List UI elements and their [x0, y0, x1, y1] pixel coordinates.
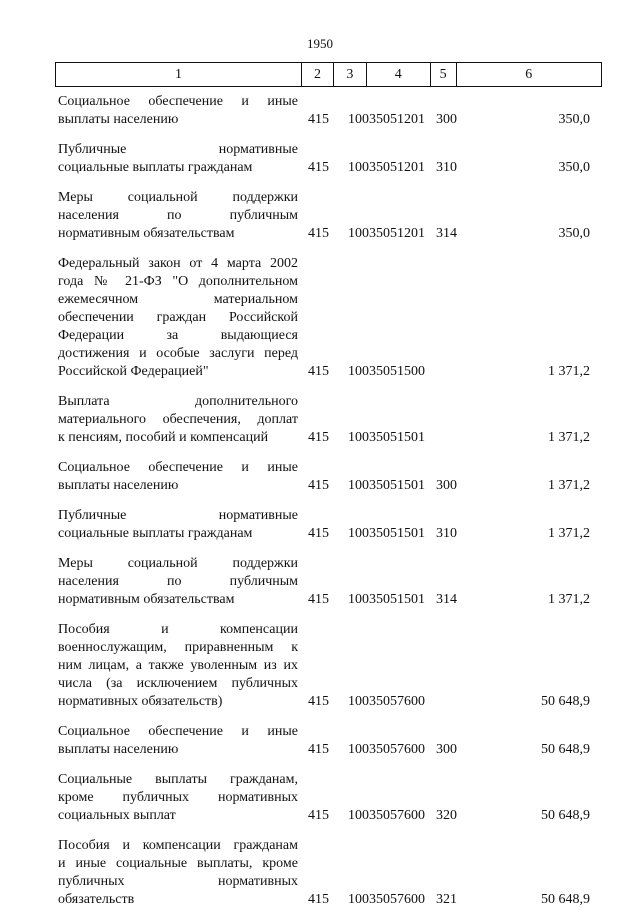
table-row — [55, 393, 602, 447]
description-line: выплаты населению — [58, 112, 179, 127]
row-description — [55, 459, 302, 495]
description-line: Социальное обеспечение и иные — [58, 460, 298, 475]
description-line: Пособия и компенсации гражданам — [58, 838, 298, 853]
budget-table — [55, 62, 602, 921]
col-3-section: 1003 — [348, 364, 376, 379]
row-description — [55, 393, 302, 447]
col-2-code: 415 — [308, 430, 329, 445]
col-3-section: 1003 — [348, 478, 376, 493]
description-line: нормативных обязательств) — [58, 694, 223, 709]
col-2-code: 415 — [308, 742, 329, 757]
table-header — [55, 62, 602, 87]
col-5-type: 300 — [436, 112, 457, 127]
row-description — [55, 555, 302, 609]
table-row — [55, 459, 602, 495]
col-3-section: 1003 — [348, 592, 376, 607]
description-line: кроме публичных нормативных — [58, 790, 298, 805]
row-description — [55, 255, 302, 381]
col-2-code: 415 — [308, 226, 329, 241]
row-description — [55, 723, 302, 759]
col-5-type: 310 — [436, 160, 457, 175]
col-2-code: 415 — [308, 526, 329, 541]
col-6-amount: 1 371,2 — [548, 526, 590, 541]
col-6-amount: 1 371,2 — [548, 430, 590, 445]
col-2-code: 415 — [308, 478, 329, 493]
col-3-section: 1003 — [348, 526, 376, 541]
col-5-type: 310 — [436, 526, 457, 541]
col-6-amount: 50 648,9 — [541, 694, 590, 709]
col-2-code: 415 — [308, 160, 329, 175]
header-col-3: 3 — [334, 63, 367, 86]
col-3-section: 1003 — [348, 694, 376, 709]
col-4-target: 5057600 — [376, 742, 425, 757]
header-col-2: 2 — [302, 63, 334, 86]
description-line: Федеральный закон от 4 марта 2002 — [58, 256, 298, 271]
col-2-code: 415 — [308, 694, 329, 709]
table-row — [55, 507, 602, 543]
table-row — [55, 771, 602, 825]
description-line: Меры социальной поддержки — [58, 190, 298, 205]
row-description — [55, 621, 302, 711]
description-line: материального обеспечения, доплат — [58, 412, 298, 427]
table-row — [55, 189, 602, 243]
col-6-amount: 50 648,9 — [541, 742, 590, 757]
table-row — [55, 141, 602, 177]
col-3-section: 1003 — [348, 808, 376, 823]
col-6-amount: 1 371,2 — [548, 364, 590, 379]
description-line: публичных нормативных — [58, 874, 298, 889]
col-4-target: 5051501 — [376, 478, 425, 493]
col-2-code: 415 — [308, 112, 329, 127]
col-5-type: 314 — [436, 226, 457, 241]
col-6-amount: 1 371,2 — [548, 592, 590, 607]
col-2-code: 415 — [308, 364, 329, 379]
description-line: и иные социальные выплаты, кроме — [58, 856, 298, 871]
description-line: Социальное обеспечение и иные — [58, 94, 298, 109]
col-4-target: 5051201 — [376, 112, 425, 127]
description-line: выплаты населению — [58, 742, 179, 757]
col-4-target: 5057600 — [376, 694, 425, 709]
col-2-code: 415 — [308, 892, 329, 907]
table-row — [55, 621, 602, 711]
col-3-section: 1003 — [348, 430, 376, 445]
description-line: Российской Федерацией" — [58, 364, 209, 379]
col-4-target: 5057600 — [376, 808, 425, 823]
col-5-type: 321 — [436, 892, 457, 907]
description-line: нормативным обязательствам — [58, 226, 235, 241]
row-description — [55, 837, 302, 909]
row-description — [55, 771, 302, 825]
col-2-code: 415 — [308, 808, 329, 823]
page-number: 1950 — [307, 36, 333, 51]
col-3-section: 1003 — [348, 160, 376, 175]
table-row — [55, 93, 602, 129]
col-4-target: 5051201 — [376, 160, 425, 175]
row-description — [55, 507, 302, 543]
col-6-amount: 350,0 — [558, 226, 590, 241]
col-6-amount: 350,0 — [558, 112, 590, 127]
col-5-type: 314 — [436, 592, 457, 607]
header-col-6: 6 — [525, 66, 533, 82]
description-line: обязательств — [58, 892, 135, 907]
description-line: нормативным обязательствам — [58, 592, 235, 607]
description-line: выплаты населению — [58, 478, 179, 493]
header-col-5: 5 — [431, 63, 457, 86]
col-6-amount: 50 648,9 — [541, 808, 590, 823]
description-line: Пособия и компенсации — [58, 622, 298, 637]
description-line: социальных выплат — [58, 808, 176, 823]
description-line: населения по публичным — [58, 208, 298, 223]
description-line: Социальные выплаты гражданам, — [58, 772, 298, 787]
description-line: социальные выплаты гражданам — [58, 526, 253, 541]
header-col-1: 1 — [56, 63, 302, 86]
table-body — [55, 93, 602, 909]
description-line: года № 21-ФЗ "О дополнительном — [58, 274, 298, 289]
col-6-amount: 350,0 — [558, 160, 590, 175]
description-line: социальные выплаты гражданам — [58, 160, 253, 175]
col-4-target: 5057600 — [376, 892, 425, 907]
col-3-section: 1003 — [348, 892, 376, 907]
header-col-4: 4 — [367, 63, 431, 86]
description-line: Социальное обеспечение и иные — [58, 724, 298, 739]
table-row — [55, 837, 602, 909]
description-line: ежемесячном материальном — [58, 292, 298, 307]
description-line: к пенсиям, пособий и компенсаций — [58, 430, 269, 445]
row-description — [55, 141, 302, 177]
row-description — [55, 93, 302, 129]
description-line: Федерации за выдающиеся — [58, 328, 298, 343]
col-3-section: 1003 — [348, 112, 376, 127]
row-description — [55, 189, 302, 243]
description-line: ним лицам, а также уволенным из их — [58, 658, 298, 673]
col-5-type: 300 — [436, 742, 457, 757]
table-row — [55, 723, 602, 759]
col-5-type: 320 — [436, 808, 457, 823]
col-2-code: 415 — [308, 592, 329, 607]
col-6-amount: 1 371,2 — [548, 478, 590, 493]
col-6-amount: 50 648,9 — [541, 892, 590, 907]
col-3-section: 1003 — [348, 226, 376, 241]
description-line: обеспечении граждан Российской — [58, 310, 298, 325]
col-4-target: 5051501 — [376, 430, 425, 445]
col-4-target: 5051501 — [376, 526, 425, 541]
description-line: достижения и особые заслуги перед — [58, 346, 298, 361]
description-line: числа (за исключением публичных — [58, 676, 298, 691]
description-line: Меры социальной поддержки — [58, 556, 298, 571]
col-5-type: 300 — [436, 478, 457, 493]
col-4-target: 5051201 — [376, 226, 425, 241]
col-4-target: 5051501 — [376, 592, 425, 607]
description-line: Публичные нормативные — [58, 508, 298, 523]
description-line: Выплата дополнительного — [58, 394, 298, 409]
table-row — [55, 555, 602, 609]
table-row — [55, 255, 602, 381]
description-line: Публичные нормативные — [58, 142, 298, 157]
col-4-target: 5051500 — [376, 364, 425, 379]
description-line: военнослужащим, приравненным к — [58, 640, 298, 655]
description-line: населения по публичным — [58, 574, 298, 589]
col-3-section: 1003 — [348, 742, 376, 757]
